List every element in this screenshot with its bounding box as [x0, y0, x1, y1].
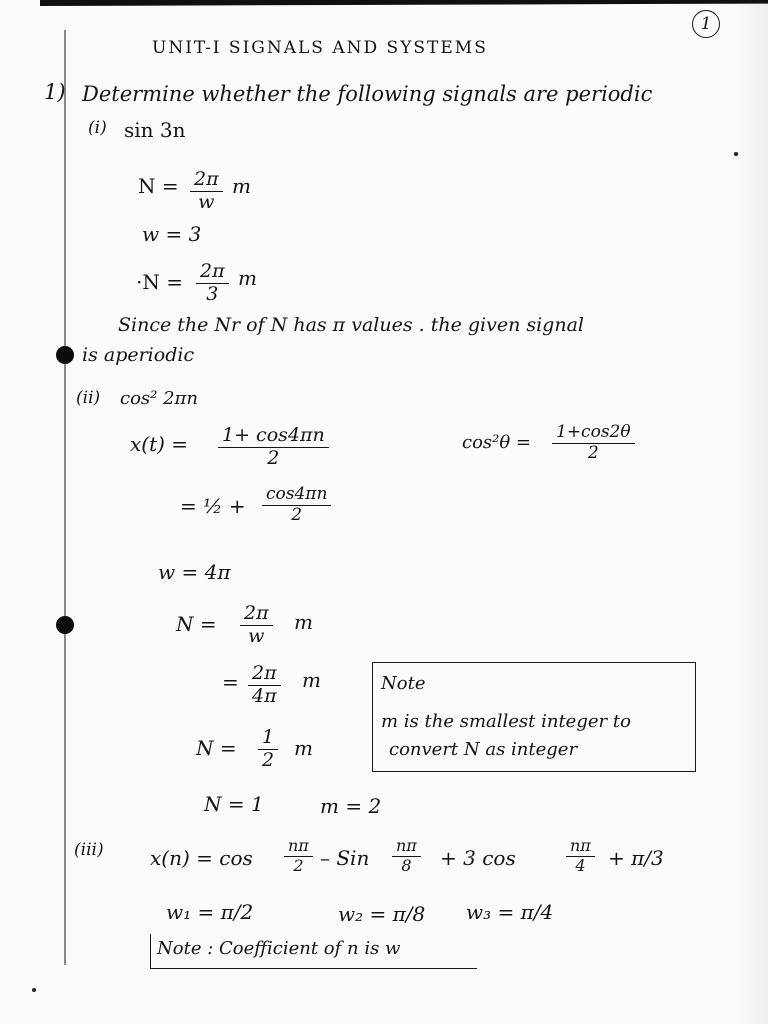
term3-fraction: [566, 838, 595, 875]
note-line-1: m is the smallest integer to: [381, 711, 631, 732]
part-iii-plus-cos: + 3 cos: [440, 846, 516, 870]
part-ii-N4: N = 1: [204, 792, 264, 816]
page-heading: UNIT-I SIGNALS AND SYSTEMS: [152, 38, 488, 58]
fraction-numerator: 2π: [196, 262, 229, 284]
note-line-2: convert N as integer: [389, 739, 578, 760]
page-number: 1: [692, 10, 720, 38]
identity-lhs: cos²θ =: [462, 432, 532, 453]
part-i-N2-fraction: [196, 262, 229, 305]
fraction-numerator: nπ: [392, 838, 421, 857]
part-i-conclusion-2: is aperiodic: [82, 344, 195, 366]
part-ii-x-lhs: x(t) =: [130, 432, 189, 456]
part-ii-x-fraction: [218, 426, 329, 469]
note-box: [372, 662, 696, 772]
part-iii-label: (iii): [74, 840, 104, 860]
note-title: Note: [381, 673, 426, 694]
fraction-numerator: 1: [258, 728, 278, 750]
fraction-numerator: 1+cos2θ: [552, 424, 635, 444]
bullet-mark: [56, 616, 74, 634]
note-underline-box: [150, 934, 477, 969]
part-ii-N2-fraction: [248, 664, 281, 707]
part-ii-N3-lhs: N =: [196, 736, 237, 760]
part-ii-N2-m: m: [302, 668, 321, 692]
fraction-denominator: 2: [291, 504, 303, 525]
page-top-edge: [40, 0, 768, 6]
term2-fraction: [392, 838, 421, 875]
part-ii-label: (ii): [76, 388, 101, 408]
part-ii-m-value: m = 2: [320, 794, 382, 818]
ink-speck: [32, 988, 36, 992]
part-ii-N3-m: m: [294, 736, 313, 760]
part-iii-term3-tail: + π/3: [608, 846, 664, 870]
fraction-denominator: 4π: [252, 684, 277, 707]
part-i-N2-lhs: ·N =: [136, 270, 183, 294]
fraction-denominator: 2: [267, 446, 280, 469]
part-iii-w1: w₁ = π/2: [166, 900, 254, 924]
ink-speck: [734, 152, 738, 156]
part-i-N2-m: m: [238, 266, 257, 290]
part-ii-N2-lhs: =: [222, 670, 239, 694]
fraction-denominator: 4: [575, 855, 586, 875]
question-prompt: Determine whether the following signals are periodic: [82, 82, 653, 106]
part-ii-w: w = 4π: [158, 560, 231, 584]
part-i-label: (i): [88, 118, 107, 138]
identity-fraction: [552, 424, 635, 463]
bullet-mark: [56, 346, 74, 364]
term1-fraction: [284, 838, 313, 875]
fraction-numerator: nπ: [566, 838, 595, 857]
fraction-denominator: 2: [262, 748, 275, 771]
part-ii-half-expr: = ½ +: [180, 494, 246, 518]
fraction-denominator: w: [248, 624, 265, 647]
fraction-denominator: 3: [206, 282, 219, 305]
margin-line: [64, 30, 66, 965]
part-iii-x-lhs: x(n) = cos: [150, 846, 253, 870]
fraction-numerator: 2π: [190, 170, 223, 192]
fraction-denominator: 2: [293, 855, 304, 875]
fraction-denominator: 2: [587, 442, 599, 463]
part-iii-note: Note : Coefficient of n is w: [157, 938, 401, 959]
part-ii-N-lhs: N =: [176, 612, 217, 636]
question-number: 1): [44, 80, 66, 104]
part-i-w: w = 3: [142, 222, 202, 246]
fraction-numerator: 2π: [248, 664, 281, 686]
part-i-N-m: m: [232, 174, 251, 198]
part-iii-minus-sin: – Sin: [320, 846, 370, 870]
part-ii-N-m: m: [294, 610, 313, 634]
part-ii-signal: cos² 2πn: [120, 388, 198, 409]
fraction-numerator: 1+ cos4πn: [218, 426, 329, 448]
part-i-conclusion-1: Since the Nr of N has π values . the given signal: [118, 314, 584, 336]
fraction-numerator: nπ: [284, 838, 313, 857]
fraction-denominator: 8: [401, 855, 412, 875]
part-ii-half-fraction: [262, 486, 331, 525]
part-ii-N-fraction: [240, 604, 273, 647]
part-i-N-fraction: [190, 170, 223, 213]
part-iii-w2: w₂ = π/8: [338, 902, 426, 926]
fraction-denominator: w: [198, 190, 215, 213]
part-i-N-lhs: N =: [138, 174, 179, 198]
part-iii-w3: w₃ = π/4: [466, 900, 554, 924]
part-i-signal: sin 3n: [124, 118, 186, 142]
fraction-numerator: 2π: [240, 604, 273, 626]
part-ii-N3-fraction: [258, 728, 278, 771]
fraction-numerator: cos4πn: [262, 486, 331, 506]
